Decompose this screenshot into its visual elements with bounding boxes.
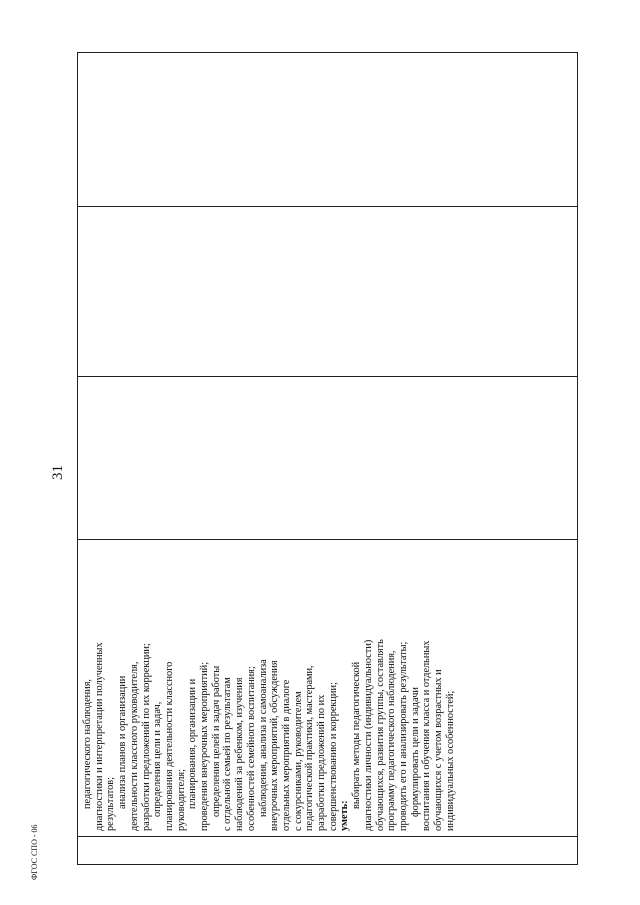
text-line: планирования деятельности классного (163, 661, 175, 831)
text-line: внеурочных мероприятий, обсуждения (269, 660, 281, 831)
text-line: индивидуальных особенностей; (444, 690, 456, 831)
text-line: проводить его и анализировать результаты; (397, 641, 409, 831)
text-line: разработки предложений по их коррекции; (140, 643, 152, 831)
text-line: деятельности классного руководителя, (128, 661, 140, 831)
text-line: отдельных мероприятий в диалоге (280, 679, 292, 831)
text-line: определения целей и задач работы (210, 665, 222, 817)
table-cell-code (78, 837, 578, 865)
text-line: обучающихся с учетом возрастных и (433, 669, 445, 831)
text-line: уметь: (339, 800, 351, 831)
text-line: программу педагогического наблюдения, (386, 650, 398, 831)
text-line: воспитания и обучения класса и отдельных (421, 640, 433, 831)
text-line: особенностей семейного воспитания; (245, 666, 257, 831)
text-line: наблюдения, анализа и самоанализа (257, 659, 269, 817)
text-line: формулировать цели и задачи (409, 687, 421, 817)
table-cell-discipline (78, 53, 578, 207)
text-line: диагностики и интерпретации полученных (93, 642, 105, 831)
text-line: руководителя; (175, 769, 187, 831)
text-line: выбирать методы педагогической (351, 661, 363, 809)
table-cell-competencies (78, 540, 578, 837)
text-line: анализа планов и организации (117, 675, 129, 809)
text-line: диагностики личности (индивидуальности) (362, 639, 374, 831)
text-line: определения цели и задач, (152, 701, 164, 817)
text-line: наблюдений за ребенком, изучения (234, 677, 246, 831)
text-line: планирования, организации и (187, 678, 199, 809)
text-line: педагогической практики, мастерами, (304, 665, 316, 831)
text-line: обучающихся, развития группы, составлять (374, 639, 386, 831)
text-line: разработки предложений по их (316, 694, 328, 831)
table-row (78, 53, 578, 865)
standard-table (77, 52, 578, 865)
footer-code: ФГОС СПО - 06 (30, 824, 39, 880)
text-line: проведения внеурочных мероприятий; (199, 661, 211, 831)
text-line: педагогического наблюдения, (82, 678, 93, 809)
table-cell-hours-class (78, 207, 578, 377)
text-line: результатов; (105, 777, 117, 831)
rotated-page (30, 35, 630, 880)
text-line: с отдельной семьей по результатам (222, 677, 234, 831)
text-line: с сокурсниками, руководителем (292, 691, 304, 831)
competency-text (78, 540, 461, 836)
table-cell-hours-max (78, 377, 578, 540)
page-number: 31 (50, 465, 66, 480)
text-line: совершенствованию и коррекции; (327, 682, 339, 831)
